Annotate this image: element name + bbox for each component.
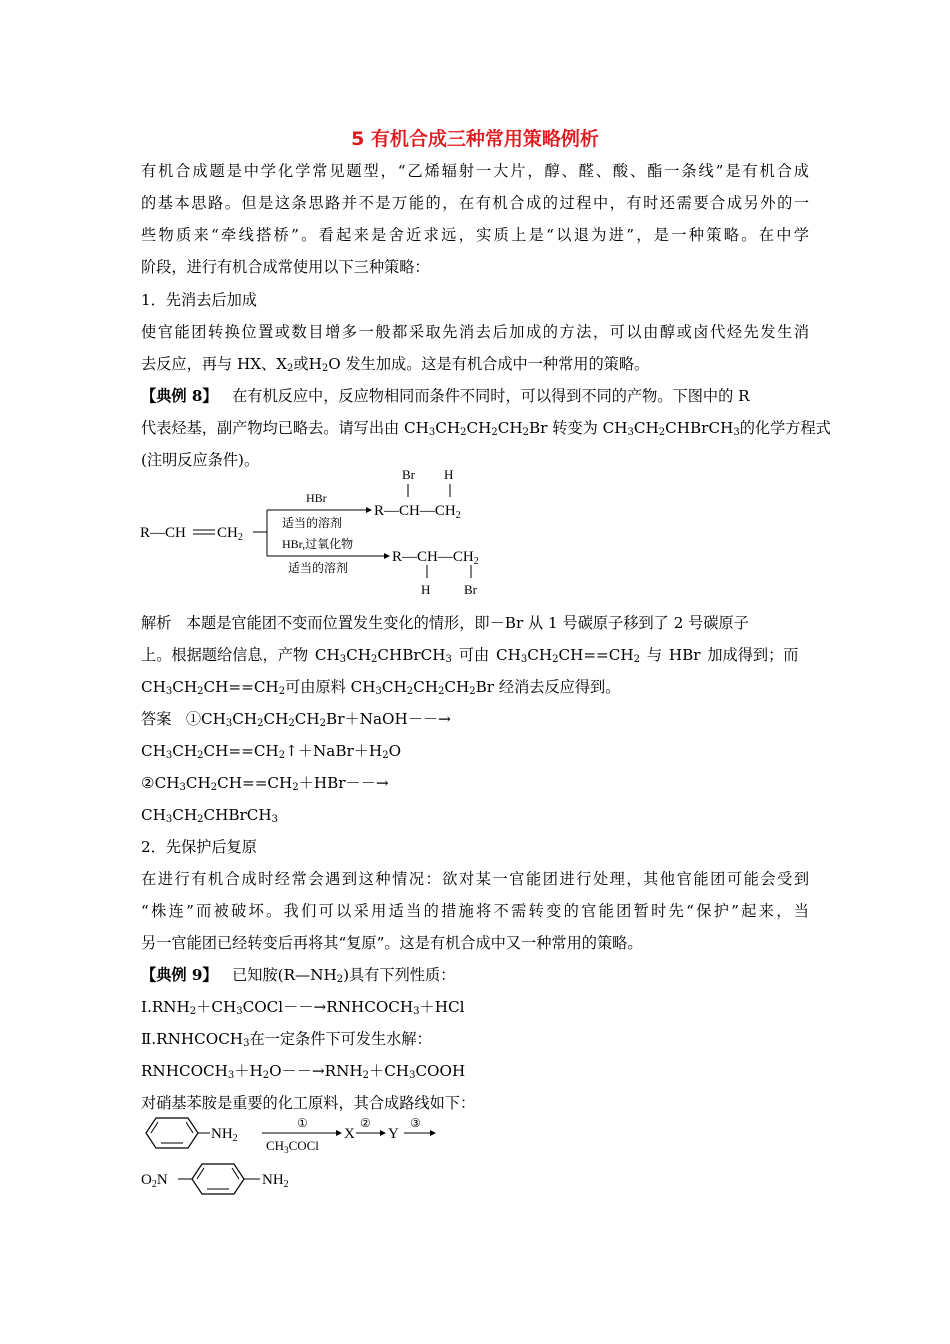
answer-tag: 答案 <box>141 710 172 728</box>
aniline-nh2: $NH_2$ <box>211 1126 238 1144</box>
condition-1-top: HBr <box>306 491 327 505</box>
product-1-br: Br <box>402 467 415 482</box>
example-8-line-1: 【典例 8】 在有机反应中，反应物相同而条件不同时，可以得到不同的产物。下图中的 R <box>141 387 750 405</box>
intro-line-2: 的基本思路。但是这条思路并不是万能的，在有机合成的过程中，有时还需要合成另外的一 <box>141 194 809 212</box>
step-3-label: ③ <box>410 1116 421 1130</box>
property-2: $Ⅱ.RNHCOCH_3$在一定条件下可发生水解： <box>141 1030 432 1049</box>
step-2-label: ② <box>360 1116 371 1130</box>
intro-line-3: 些物质来“牵线搭桥”。看起来是舍近求远，实质上是“以退为进”，是一种策略。在中学 <box>141 226 809 244</box>
hydrolysis-equation: $RNHCOCH_3+H_2O--\to RNH_2+CH_3COOH$ <box>141 1062 466 1081</box>
intermediate-y: Y <box>388 1126 399 1142</box>
analysis-line-1: 解析 本题是官能团不变而位置发生变化的情形，即－Br 从 1 号碳原子移到了 2 号碳原子 <box>141 614 749 632</box>
intro-line-4: 阶段，进行有机合成常使用以下三种策略： <box>141 258 430 276</box>
analysis-tag: 解析 <box>141 614 172 632</box>
product-nh2: $NH_2$ <box>262 1172 289 1190</box>
product-1-formula: $R—CH—CH_2$ <box>374 503 461 521</box>
example-9-tag: 【典例 9】 <box>141 966 218 984</box>
product-1-h: H <box>444 467 454 482</box>
answer-line-4: $CH_3CH_2CHBrCH_3$ <box>141 806 279 825</box>
section-2-para-line-1: 在进行有机合成时经常会遇到这种情况：欲对某一官能团进行处理，其他官能团可能会受到 <box>141 870 809 888</box>
synthesis-route-diagram <box>136 1110 456 1202</box>
reactant-ch2: $CH_2$ <box>217 525 243 543</box>
step-1-label: ① <box>297 1116 308 1130</box>
benzene-ring-1 <box>146 1118 198 1148</box>
analysis-line-2: 上。根据题给信息，产物 $CH_3CH_2CHBrCH_3$ 可由 $CH_3CH_2CH==CH_2$ 与 HBr 加成得到；而 <box>141 646 799 665</box>
step-1-reagent: $CH_3COCl$ <box>266 1138 319 1155</box>
example-9-line-1: 【典例 9】 已知胺$(R—NH_2)$具有下列性质： <box>141 966 456 985</box>
example-8-line-3: (注明反应条件)。 <box>141 451 260 469</box>
section-1-para-line-2: 去反应，再与 HX、$X_2$或$H_2O$ 发生加成。这是有机合成中一种常用的策略。 <box>141 355 650 374</box>
answer-line-1: 答案 $①CH_3CH_2CH_2CH_2Br+NaOH--\to$ <box>141 710 451 729</box>
benzene-ring-2 <box>192 1164 244 1194</box>
section-1-heading: 1．先消去后加成 <box>141 291 257 309</box>
answer-line-3: $②CH_3CH_2CH==CH_2+HBr--\to$ <box>141 774 389 793</box>
product-o2n: $O_2N$ <box>141 1172 168 1190</box>
intro-line-1: 有机合成题是中学化学常见题型，“乙烯辐射一大片，醇、醛、酸、酯一条线”是有机合成 <box>141 162 809 180</box>
section-2-heading: 2．先保护后复原 <box>141 838 257 856</box>
product-2-h: H <box>421 582 431 597</box>
section-2-para-line-2: “株连”而被破坏。我们可以采用适当的措施将不需转变的官能团暂时先“保护”起来，当 <box>141 902 809 920</box>
reactant-formula: R—CH <box>140 525 186 541</box>
condition-1-bottom: 适当的溶剂 <box>282 516 343 530</box>
intermediate-x: X <box>344 1126 355 1142</box>
product-2-formula: $R—CH—CH_2$ <box>392 549 479 567</box>
reaction-diagram-8 <box>136 464 516 604</box>
answer-line-2: $CH_3CH_2CH==CH_2↑+NaBr+H_2O$ <box>141 742 402 761</box>
product-2-br: Br <box>464 582 477 597</box>
analysis-line-3: $CH_3CH_2CH==CH_2$可由原料 $CH_3CH_2CH_2CH_2Br$ 经消去反应得到。 <box>141 678 621 697</box>
example-8-line-2: 代表烃基，副产物均已略去。请写出由 $CH_3CH_2CH_2CH_2Br$ 转变为 $CH_3CH_2CHBrCH_3$的化学方程式 <box>141 419 831 438</box>
page-title: 5 有机合成三种常用策略例析 <box>351 128 599 150</box>
section-1-para-line-1: 使官能团转换位置或数目增多一般都采取先消去后加成的方法，可以由醇或卤代烃先发生消 <box>141 323 809 341</box>
property-1: $Ⅰ.RNH_2+CH_3COCl--\to RNHCOCH_3+HCl$ <box>141 998 465 1017</box>
condition-2-top: HBr,过氧化物 <box>282 537 354 551</box>
example-8-tag: 【典例 8】 <box>141 387 218 405</box>
synthesis-route-intro: 对硝基苯胺是重要的化工原料，其合成路线如下： <box>141 1094 476 1112</box>
condition-2-bottom: 适当的溶剂 <box>288 561 349 575</box>
section-2-para-line-3: 另一官能团已经转变后再将其“复原”。这是有机合成中又一种常用的策略。 <box>141 934 643 952</box>
